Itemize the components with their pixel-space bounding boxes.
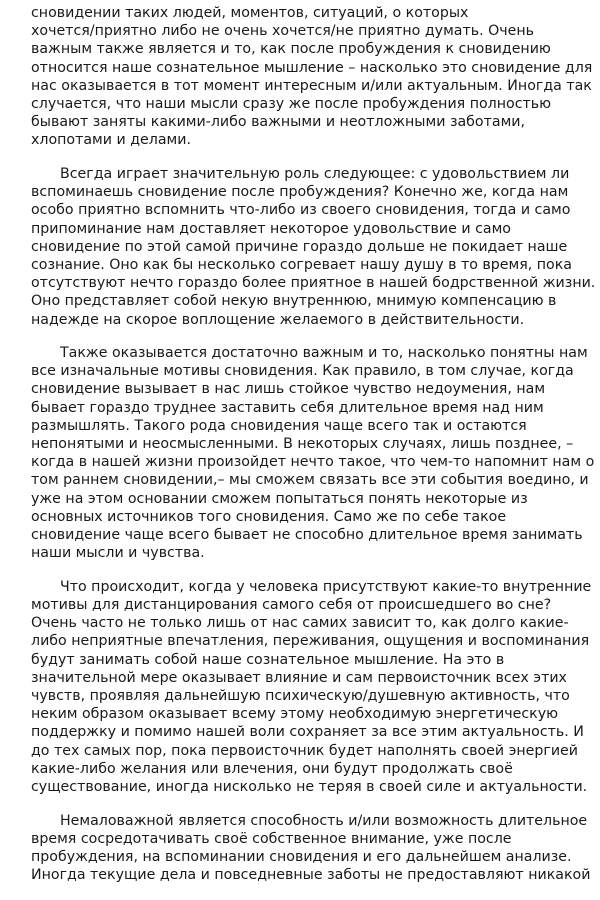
text-line: существование, иногда нисколько не теряя в своей силе и актуальности. xyxy=(31,779,588,796)
text-line: либо неприятные впечатления, переживания, ощущения и воспоминания xyxy=(31,633,590,650)
text-line: хочется/приятно либо не очень хочется/не приятно думать. Очень xyxy=(31,23,535,40)
text-line: случается, что наши мысли сразу же после пробуждения полностью xyxy=(31,96,552,113)
text-line: поддержку и помимо нашей воли сохраняет за все этим актуальность. И xyxy=(31,724,584,741)
text-line: наши мысли и чувства. xyxy=(31,545,205,562)
text-line: относится наше сознательное мышление – насколько это сновидение для xyxy=(31,59,593,76)
text-line: будут занимать собой наше сознательное мышление. На это в xyxy=(31,651,505,668)
text-line: бывает гораздо труднее заставить себя длительное время над ним xyxy=(31,399,544,416)
text-line: когда в нашей жизни произойдет нечто такое, что чем-то напомнит нам о xyxy=(31,454,595,471)
text-line: бывают заняты какими-либо важными и неотложными заботами, xyxy=(31,114,525,131)
text-line: отсутствуют нечто гораздо более приятное в нашей бодрственной жизни. xyxy=(31,275,596,292)
text-line: время сосредотачивать своё собственное внимание, уже после xyxy=(31,830,512,847)
text-line: все изначальные мотивы сновидения. Как правило, в том случае, когда xyxy=(31,363,574,380)
text-line: Всегда играет значительную роль следующее: с удовольствием ли xyxy=(60,165,570,182)
text-line: хлопотами и делами. xyxy=(31,132,191,149)
text-line: Немаловажной является способность и/или возможность длительное xyxy=(60,812,588,829)
text-line: уже на этом основании сможем попытаться понять некоторые из xyxy=(31,490,528,507)
text-line: основных источников того сновидения. Само же по себе такое xyxy=(31,508,507,525)
text-line: том раннем сновидении,– мы сможем связать все эти события воедино, и xyxy=(31,472,589,489)
text-line: размышлять. Такого рода сновидения чаще всего так и остаются xyxy=(31,417,527,434)
text-line: непонятыми и неосмысленными. В некоторых случаях, лишь позднее, – xyxy=(31,436,574,453)
text-line: вспоминаешь сновидение после пробуждения? Конечно же, когда нам xyxy=(31,184,569,201)
text-line: пробуждения, на вспоминании сновидения и его дальнейшем анализе. xyxy=(31,848,572,865)
text-line: Что происходит, когда у человека присутствуют какие-то внутренние xyxy=(60,578,592,595)
paragraph-3 xyxy=(31,344,595,562)
text-line: сновидении таких людей, моментов, ситуаций, о которых xyxy=(31,5,469,21)
text-line: Оно представляет собой некую внутреннюю, мнимую компенсацию в xyxy=(31,293,557,310)
document-page xyxy=(31,4,596,900)
text-line: значительной мере оказывает влияние и сам первоисточник всех этих xyxy=(31,669,567,686)
text-line: Также оказывается достаточно важным и то, насколько понятны нам xyxy=(60,345,588,362)
text-line: сновидение чаще всего бывает не способно длительное время занимать xyxy=(31,527,583,544)
text-line: сновидение по этой самой причине гораздо дольше не покидает наше xyxy=(31,238,568,255)
text-line: чувств, проявляя дальнейшую психическую/душевную активность, что xyxy=(31,688,570,704)
text-line: сознание. Оно как бы несколько согревает нашу душу в то время, пока xyxy=(31,256,572,273)
paragraph-1 xyxy=(31,4,593,150)
text-line: неким образом оказывает всему этому необходимую энергетическую xyxy=(31,706,559,723)
text-line: какие-либо желания или влечения, они будут продолжать своё xyxy=(31,760,513,777)
text-line: Иногда текущие дела и повседневные заботы не предоставляют никакой xyxy=(31,867,591,884)
paragraph-5 xyxy=(31,812,589,885)
text-line: важным также является и то, как после пробуждения к сновидению xyxy=(31,41,551,58)
text-line: нас оказывается в тот момент интересным и/или актуальным. Иногда так xyxy=(31,77,592,94)
paragraph-4 xyxy=(31,578,592,796)
text-line: мотивы для дистанцирования самого себя от происшедшего во сне? xyxy=(31,596,552,613)
text-line: сновидение вызывает в нас лишь стойкое чувство недоумения, нам xyxy=(31,381,546,398)
text-line: Очень часто не только лишь от нас самих зависит то, как долго какие- xyxy=(31,615,569,632)
text-line: особо приятно вспомнить что-либо из своего сновидения, тогда и само xyxy=(31,202,571,219)
text-line: припоминание нам доставляет некоторое удовольствие и само xyxy=(31,220,511,237)
text-line: до тех самых пор, пока первоисточник будет наполнять своей энергией xyxy=(31,742,579,759)
text-line: надежде на скорое воплощение желаемого в действительности. xyxy=(31,311,525,328)
paragraph-2 xyxy=(31,165,596,329)
